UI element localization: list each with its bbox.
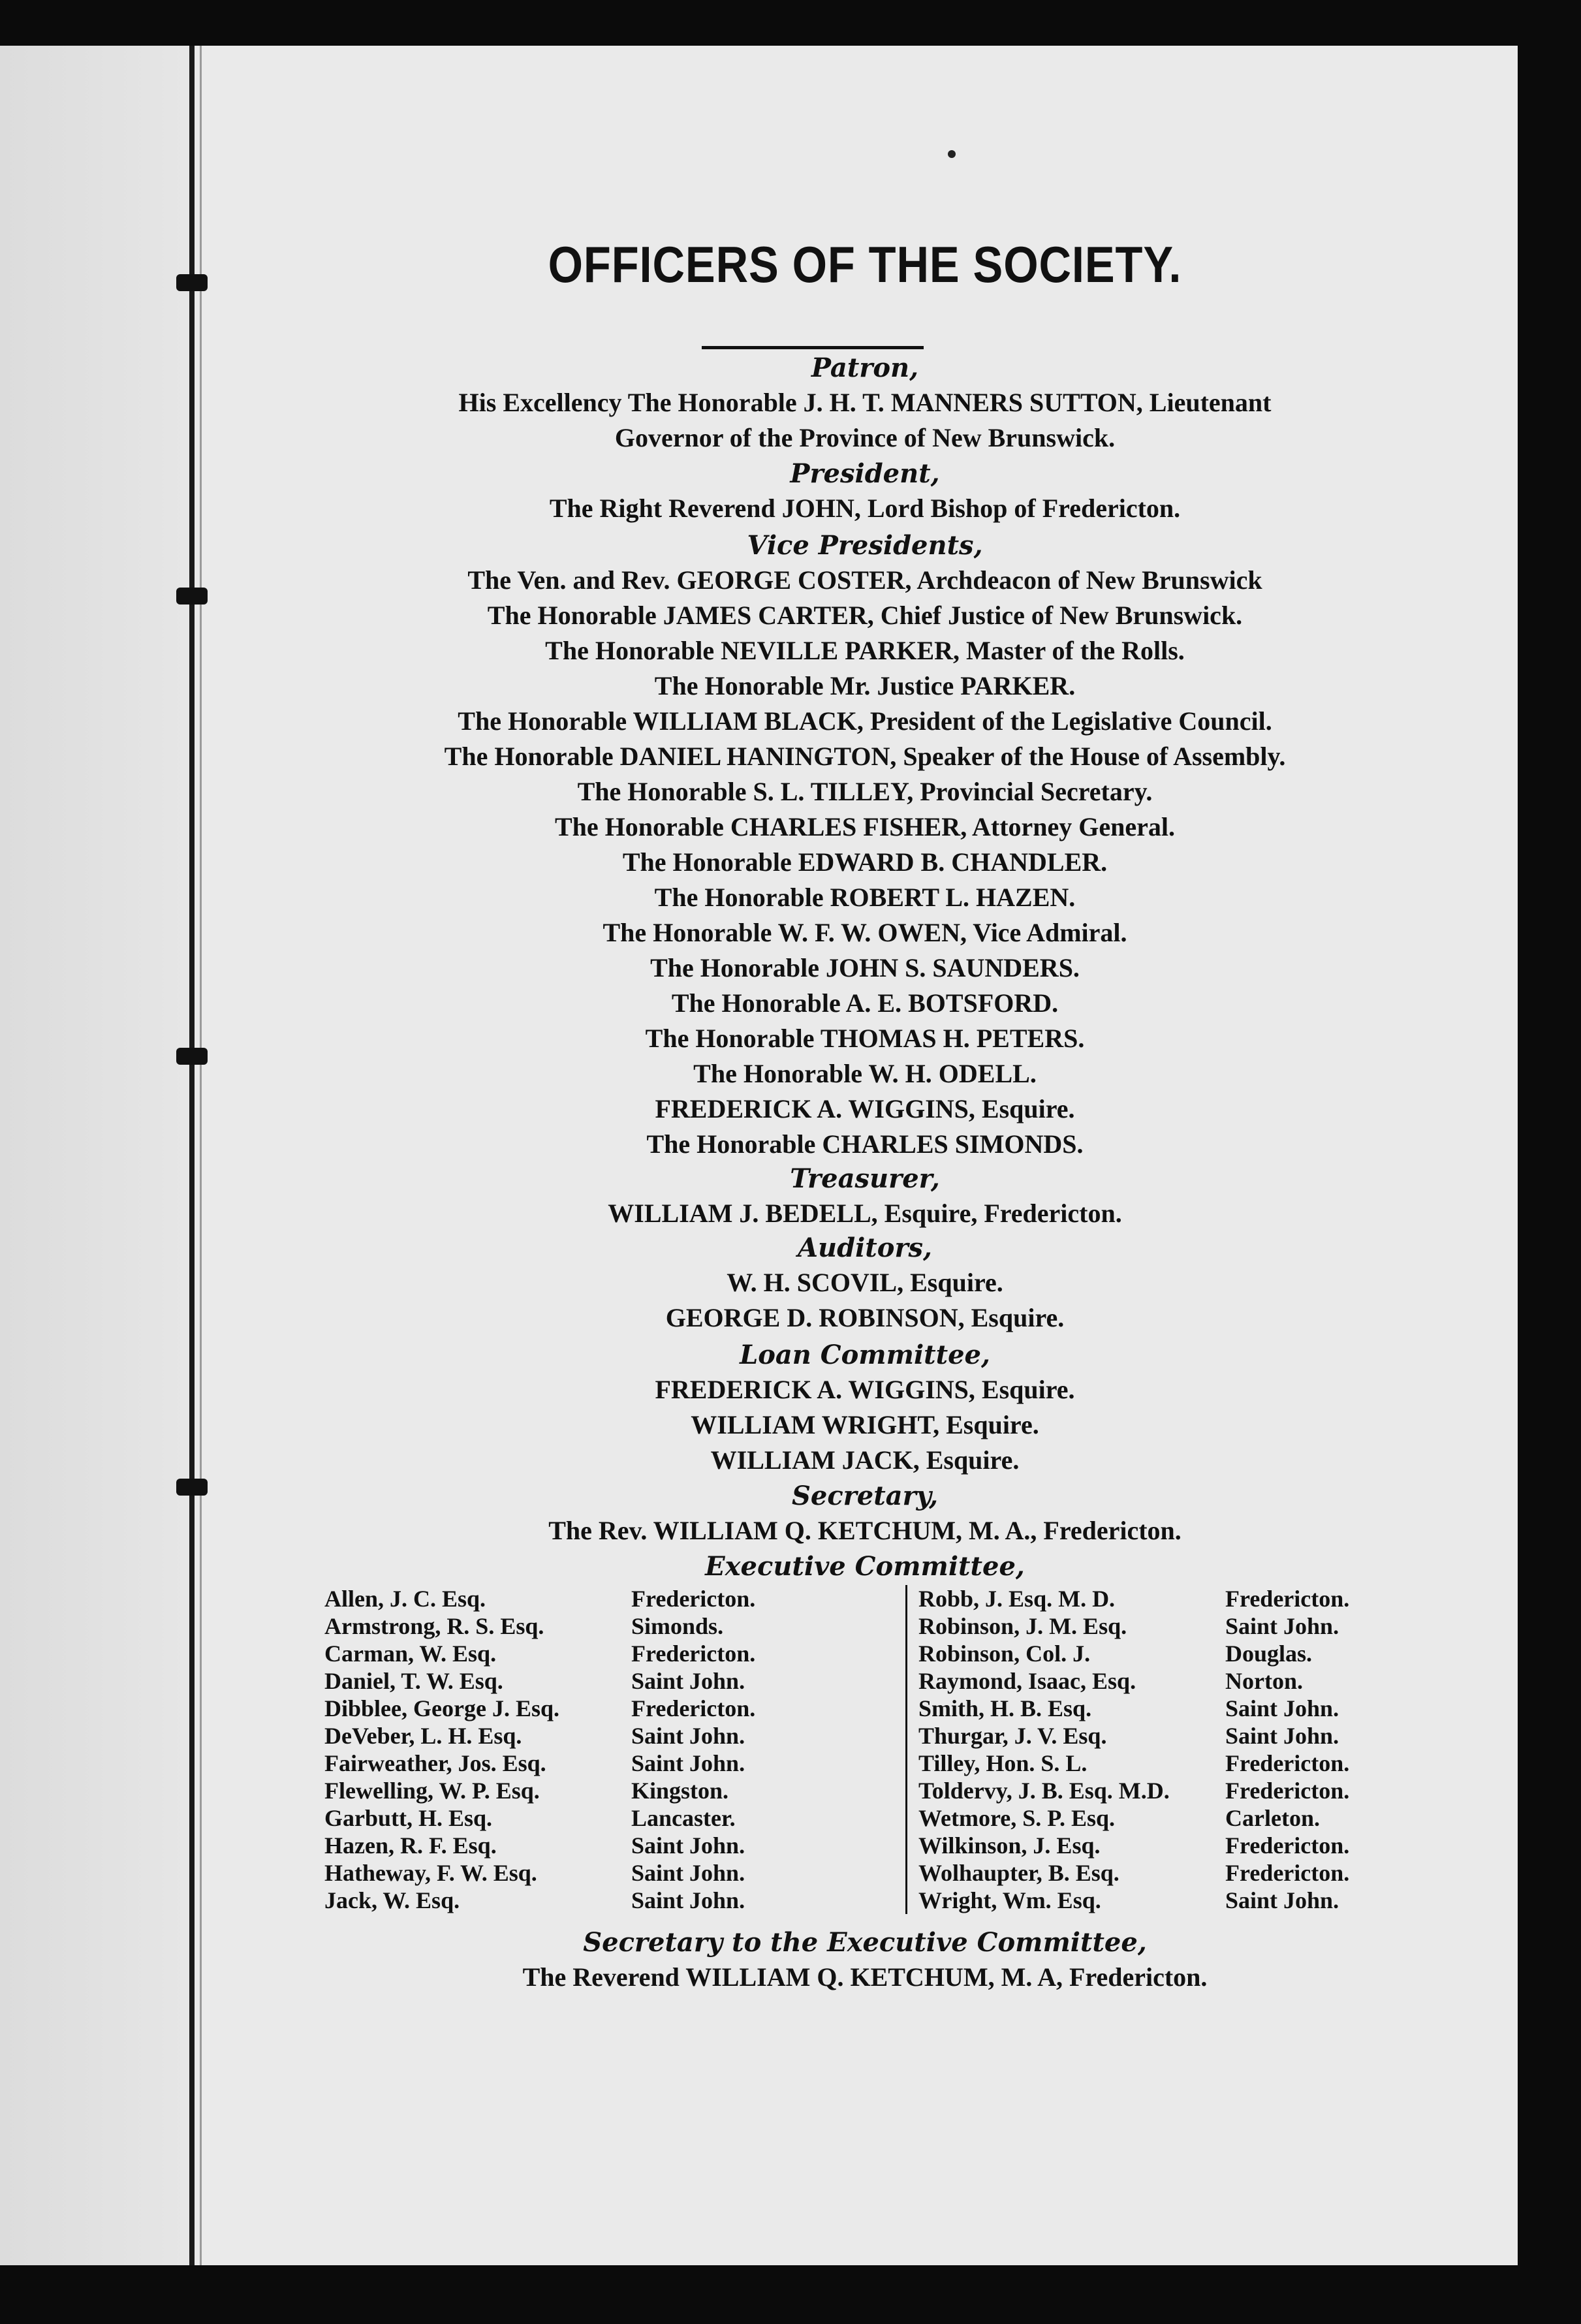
binding-fold — [189, 46, 195, 2265]
committee-member-row — [324, 1887, 755, 1914]
patron-heading: Patron, — [811, 353, 919, 383]
committee-member-row — [918, 1722, 1349, 1750]
secretary-heading: Secretary, — [791, 1481, 939, 1511]
committee-member-place: Saint John. — [1225, 1695, 1339, 1721]
committee-member-name: Tilley, Hon. S. L. — [918, 1750, 1088, 1776]
vice-president-line: The Honorable Mr. Justice PARKER. — [654, 671, 1076, 700]
committee-member-place: Fredericton. — [1225, 1586, 1350, 1612]
loan-committee-heading: Loan Committee, — [740, 1340, 990, 1370]
committee-member-place: Saint John. — [1225, 1723, 1339, 1749]
vice-president-line: The Honorable JAMES CARTER, Chief Justice of New Brunswick. — [487, 601, 1243, 630]
committee-member-name: Hazen, R. F. Esq. — [324, 1832, 497, 1859]
committee-member-place: Fredericton. — [631, 1695, 756, 1721]
treasurer-section — [215, 1162, 1514, 1231]
document-page — [0, 46, 1518, 2265]
committee-member-row — [918, 1859, 1349, 1887]
committee-member-place: Kingston. — [631, 1778, 729, 1804]
committee-member-place: Fredericton. — [1225, 1860, 1350, 1886]
committee-member-row — [918, 1804, 1349, 1832]
president-section — [215, 457, 1514, 526]
vice-president-line: The Honorable DANIEL HANINGTON, Speaker of the House of Assembly. — [444, 742, 1286, 771]
committee-member-place: Fredericton. — [1225, 1778, 1350, 1804]
vice-presidents-section — [215, 529, 1514, 1162]
committee-member-place: Lancaster. — [631, 1805, 736, 1831]
patron-line: His Excellency The Honorable J. H. T. MANNERS SUTTON, Lieutenant — [458, 388, 1272, 417]
treasurer-heading: Treasurer, — [790, 1163, 940, 1194]
committee-member-row — [324, 1612, 755, 1640]
vice-president-line: The Honorable S. L. TILLEY, Provincial Secretary. — [577, 777, 1153, 806]
committee-member-name: Jack, W. Esq. — [324, 1887, 460, 1913]
committee-member-row — [918, 1695, 1349, 1722]
vice-president-line: The Honorable NEVILLE PARKER, Master of the Rolls. — [545, 636, 1185, 665]
committee-member-place: Fredericton. — [1225, 1832, 1350, 1859]
vice-president-line: The Honorable A. E. BOTSFORD. — [671, 988, 1059, 1018]
patron-section — [215, 351, 1514, 456]
committee-member-place: Douglas. — [1225, 1641, 1313, 1667]
committee-member-name: Carman, W. Esq. — [324, 1641, 497, 1667]
committee-member-row — [324, 1832, 755, 1859]
committee-member-row — [918, 1777, 1349, 1804]
committee-member-place: Saint John. — [631, 1887, 745, 1913]
secretary-line: The Rev. WILLIAM Q. KETCHUM, M. A., Fredericton. — [548, 1516, 1182, 1545]
committee-member-place: Carleton. — [1225, 1805, 1320, 1831]
vice-president-line: The Ven. and Rev. GEORGE COSTER, Archdeacon of New Brunswick — [467, 565, 1262, 595]
vice-presidents-heading: Vice Presidents, — [747, 530, 983, 561]
committee-member-name: Allen, J. C. Esq. — [324, 1586, 486, 1612]
committee-member-row — [324, 1750, 755, 1777]
adjacent-page-edge — [0, 46, 189, 2265]
vice-president-line: FREDERICK A. WIGGINS, Esquire. — [655, 1094, 1075, 1123]
committee-member-place: Fredericton. — [631, 1586, 756, 1612]
committee-member-name: Dibblee, George J. Esq. — [324, 1695, 559, 1721]
committee-member-name: Armstrong, R. S. Esq. — [324, 1613, 544, 1639]
executive-committee-section — [215, 1550, 1514, 1584]
auditor-line: GEORGE D. ROBINSON, Esquire. — [665, 1303, 1065, 1332]
committee-member-row — [324, 1640, 755, 1667]
loan-committee-line: WILLIAM JACK, Esquire. — [710, 1445, 1020, 1475]
vice-president-line: The Honorable W. H. ODELL. — [693, 1059, 1037, 1088]
committee-member-name: Fairweather, Jos. Esq. — [324, 1750, 546, 1776]
committee-member-name: DeVeber, L. H. Esq. — [324, 1723, 522, 1749]
committee-member-place: Norton. — [1225, 1668, 1303, 1694]
vice-president-line: The Honorable WILLIAM BLACK, President of the Legislative Council. — [458, 706, 1272, 736]
binding-stitch — [176, 1048, 208, 1065]
committee-member-row — [324, 1777, 755, 1804]
patron-line: Governor of the Province of New Brunswick. — [614, 423, 1116, 452]
vice-president-line: The Honorable THOMAS H. PETERS. — [645, 1024, 1085, 1053]
committee-member-name: Hatheway, F. W. Esq. — [324, 1860, 537, 1886]
auditors-heading: Auditors, — [798, 1233, 932, 1263]
auditors-section — [215, 1231, 1514, 1336]
committee-member-row — [324, 1859, 755, 1887]
committee-member-row — [918, 1750, 1349, 1777]
committee-member-name: Wright, Wm. Esq. — [918, 1887, 1101, 1913]
committee-member-name: Wetmore, S. P. Esq. — [918, 1805, 1116, 1831]
page-title: OFFICERS OF THE SOCIETY. — [548, 236, 1182, 293]
auditor-line: W. H. SCOVIL, Esquire. — [727, 1268, 1003, 1297]
ink-dot — [948, 150, 956, 158]
title-rule — [702, 346, 924, 349]
treasurer-line: WILLIAM J. BEDELL, Esquire, Fredericton. — [608, 1199, 1122, 1228]
committee-member-name: Flewelling, W. P. Esq. — [324, 1778, 540, 1804]
vice-president-line: The Honorable CHARLES SIMONDS. — [646, 1129, 1084, 1159]
column-divider — [905, 1585, 907, 1914]
committee-member-place: Saint John. — [1225, 1887, 1339, 1913]
committee-member-place: Saint John. — [631, 1668, 745, 1694]
committee-member-place: Simonds. — [631, 1613, 724, 1639]
committee-member-name: Wolhaupter, B. Esq. — [918, 1860, 1119, 1886]
committee-member-row — [918, 1585, 1349, 1612]
secretary-exec-heading: Secretary to the Executive Committee, — [583, 1927, 1147, 1958]
committee-member-row — [918, 1667, 1349, 1695]
vice-president-line: The Honorable EDWARD B. CHANDLER. — [622, 847, 1108, 877]
committee-member-row — [324, 1722, 755, 1750]
vice-president-line: The Honorable CHARLES FISHER, Attorney General. — [554, 812, 1176, 841]
president-heading: President, — [790, 458, 940, 489]
loan-committee-line: FREDERICK A. WIGGINS, Esquire. — [655, 1375, 1075, 1404]
committee-member-name: Wilkinson, J. Esq. — [918, 1832, 1101, 1859]
president-line: The Right Reverend JOHN, Lord Bishop of Fredericton. — [549, 494, 1181, 523]
vice-president-line: The Honorable JOHN S. SAUNDERS. — [650, 953, 1080, 982]
committee-member-place: Fredericton. — [631, 1641, 756, 1667]
secretary-section — [215, 1479, 1514, 1548]
committee-member-place: Saint John. — [1225, 1613, 1339, 1639]
committee-member-name: Robb, J. Esq. M. D. — [918, 1586, 1116, 1612]
binding-edge — [200, 46, 202, 2265]
committee-member-row — [918, 1832, 1349, 1859]
binding-stitch — [176, 274, 208, 291]
committee-member-name: Robinson, J. M. Esq. — [918, 1613, 1127, 1639]
committee-member-place: Saint John. — [631, 1860, 745, 1886]
committee-member-name: Smith, H. B. Esq. — [918, 1695, 1092, 1721]
binding-stitch — [176, 1479, 208, 1496]
committee-member-place: Saint John. — [631, 1723, 745, 1749]
secretary-exec-line: The Reverend WILLIAM Q. KETCHUM, M. A, Fredericton. — [522, 1962, 1208, 1992]
committee-member-row — [324, 1585, 755, 1612]
committee-member-name: Robinson, Col. J. — [918, 1641, 1091, 1667]
loan-committee-line: WILLIAM WRIGHT, Esquire. — [691, 1410, 1039, 1439]
committee-member-row — [324, 1695, 755, 1722]
committee-member-row — [324, 1804, 755, 1832]
committee-member-name: Daniel, T. W. Esq. — [324, 1668, 503, 1694]
secretary-exec-section — [215, 1926, 1514, 1995]
loan-committee-section — [215, 1338, 1514, 1478]
committee-member-name: Toldervy, J. B. Esq. M.D. — [918, 1778, 1170, 1804]
vice-president-line: The Honorable ROBERT L. HAZEN. — [654, 883, 1076, 912]
committee-member-place: Fredericton. — [1225, 1750, 1350, 1776]
committee-member-name: Raymond, Isaac, Esq. — [918, 1668, 1136, 1694]
binding-stitch — [176, 588, 208, 605]
committee-member-row — [918, 1612, 1349, 1640]
vice-president-line: The Honorable W. F. W. OWEN, Vice Admiral. — [603, 918, 1127, 947]
committee-member-row — [324, 1667, 755, 1695]
executive-committee-right-column — [918, 1585, 1349, 1914]
committee-member-place: Saint John. — [631, 1832, 745, 1859]
committee-member-name: Garbutt, H. Esq. — [324, 1805, 493, 1831]
executive-committee-left-column — [324, 1585, 755, 1914]
committee-member-place: Saint John. — [631, 1750, 745, 1776]
committee-member-row — [918, 1887, 1349, 1914]
executive-committee-heading: Executive Committee, — [705, 1551, 1025, 1582]
committee-member-name: Thurgar, J. V. Esq. — [918, 1723, 1107, 1749]
committee-member-row — [918, 1640, 1349, 1667]
